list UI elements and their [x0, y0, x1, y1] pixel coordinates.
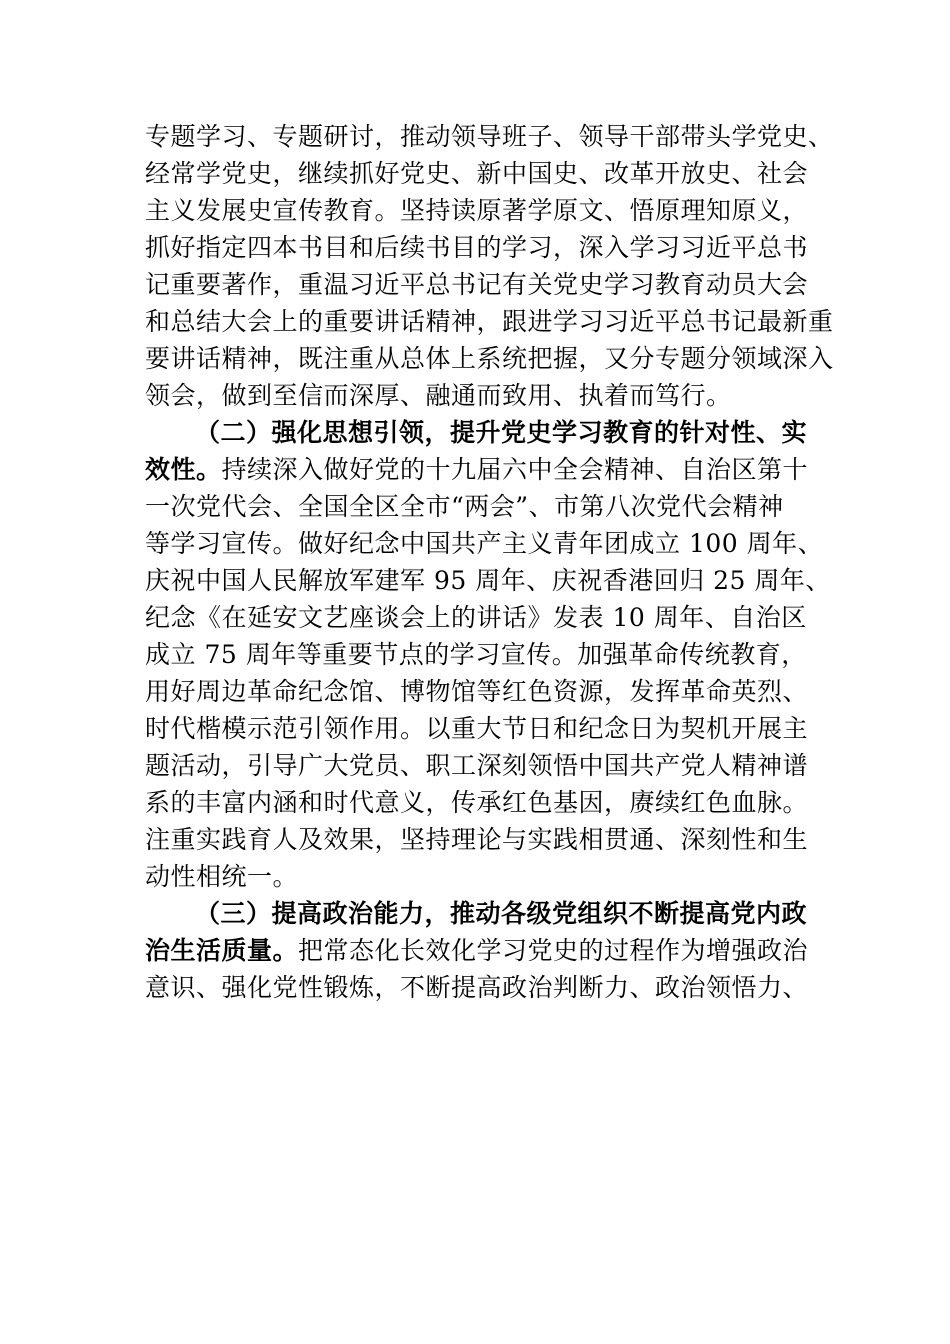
paragraph-2	[145, 414, 831, 895]
section-heading: （三）提高政治能力，推动各级党组织不断提高党内政	[195, 899, 808, 928]
text-line: 领会，做到至信而深厚、融通而致用、执着而笃行。	[145, 381, 732, 410]
text-line: 主义发展史宣传教育。坚持读原著学原文、悟原理知原义，	[145, 196, 809, 225]
text-line: 题活动，引导广大党员、职工深刻领悟中国共产党人精神谱	[145, 751, 809, 780]
text-line: 庆祝中国人民解放军建军 95 周年、庆祝香港回归 25 周年、	[145, 566, 831, 595]
document-body	[145, 118, 834, 1006]
text-line: 经常学党史，继续抓好党史、新中国史、改革开放史、社会	[145, 159, 809, 188]
text-line: 抓好指定四本书目和后续书目的学习，深入学习习近平总书	[145, 233, 809, 262]
paragraph-3	[145, 895, 825, 1006]
paragraph-1	[145, 118, 834, 414]
text-line: 等学习宣传。做好纪念中国共产主义青年团成立 100 周年、	[145, 529, 824, 558]
text-line: 成立 75 周年等重要节点的学习宣传。加强革命传统教育，	[145, 640, 807, 669]
text-line: 纪念《在延安文艺座谈会上的讲话》发表 10 周年、自治区	[145, 603, 807, 632]
section-heading-tail: 治生活质量。	[145, 936, 299, 965]
text-line: 动性相统一。	[145, 862, 299, 891]
text-line: 和总结大会上的重要讲话精神，跟进学习习近平总书记最新重	[145, 307, 834, 336]
text-line: 注重实践育人及效果，坚持理论与实践相贯通、深刻性和生	[145, 825, 809, 854]
text-line	[145, 451, 825, 488]
section-heading: （二）强化思想引领，提升党史学习教育的针对性、实	[195, 418, 808, 447]
text-run: 持续深入做好党的十九届六中全会精神、自治区第十	[221, 455, 809, 484]
text-line: 意识、强化党性锻炼，不断提高政治判断力、政治领悟力、	[145, 973, 809, 1002]
text-line: 系的丰富内涵和时代意义，传承红色基因，赓续红色血脉。	[145, 788, 809, 817]
text-line: 记重要著作，重温习近平总书记有关党史学习教育动员大会	[145, 270, 809, 299]
text-line: 用好周边革命纪念馆、博物馆等红色资源，发挥革命英烈、	[145, 677, 809, 706]
text-line: 时代楷模示范引领作用。以重大节日和纪念日为契机开展主	[145, 714, 809, 743]
section-heading-tail: 效性。	[145, 455, 222, 484]
text-run: 把常态化长效化学习党史的过程作为增强政治	[298, 936, 809, 965]
text-line: 要讲话精神，既注重从总体上系统把握，又分专题分领域深入	[145, 344, 834, 373]
text-line: 专题学习、专题研讨，推动领导班子、领导干部带头学党史、	[145, 122, 834, 151]
text-line: 一次党代会、全国全区全市“两会”、市第八次党代会精神	[145, 492, 784, 521]
text-line	[145, 932, 825, 969]
